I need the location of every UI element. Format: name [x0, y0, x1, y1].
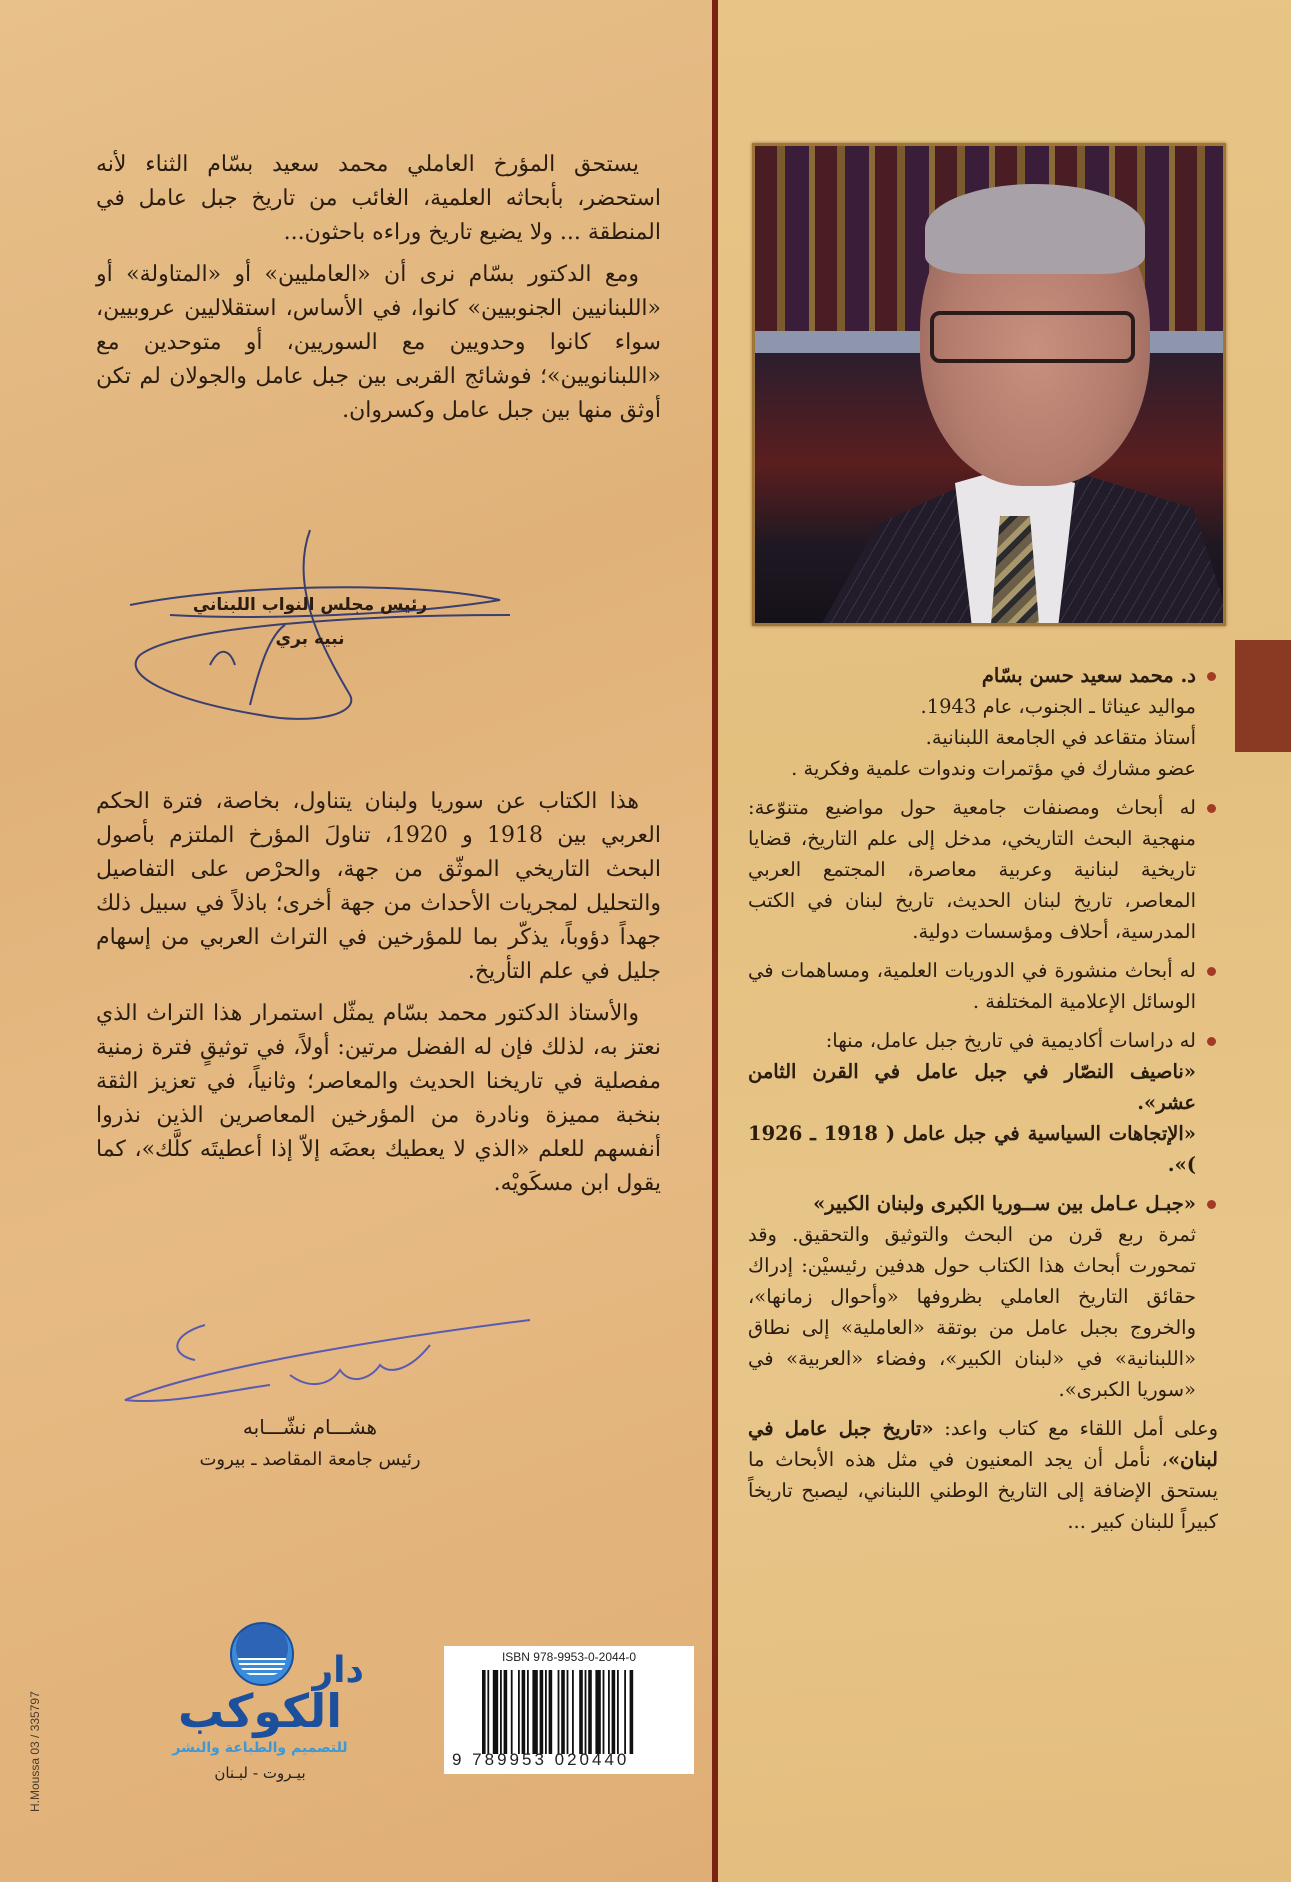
closing-suffix: ، نأمل أن يجد المعنيون في مثل هذه الأبحاث ما يستحق الإضافة إلى التاريخ الوطني اللبناني، ليصبح تاريخاً كبيراً للبنان كبير ... [748, 1448, 1218, 1533]
barcode-bar [585, 1670, 587, 1754]
bio-text: له أبحاث ومصنفات جامعية حول مواضيع متنوّعة: منهجية البحث التاريخي، مدخل إلى علم التاريخ، قضايا تاريخية لبنانية وعربية معاصرة، المجتمع العربي المعاصر، تاريخ لبنان الحديث، تاريخ لبنان في الكتب المدرسية، أحلاف ومؤسسات دولية. [748, 796, 1196, 943]
bio-item-3 [748, 955, 1218, 1017]
signatory-berri-name: نبيه بري [275, 629, 345, 649]
barcode-bar [579, 1670, 583, 1754]
barcode-bar [487, 1670, 489, 1754]
bio-position: أستاذ متقاعد في الجامعة اللبنانية. [925, 726, 1196, 749]
barcode-bar [504, 1670, 508, 1754]
author-bio [748, 660, 1218, 1537]
barcode-bar [511, 1670, 513, 1754]
bio-text: له أبحاث منشورة في الدوريات العلمية، ومساهمات في الوسائل الإعلامية المختلفة . [748, 959, 1196, 1013]
signatory-berri-title: رئيس مجلس النواب اللبناني [192, 595, 428, 615]
barcode-bar [630, 1670, 634, 1754]
publisher-tagline: للتصميم والطباعة والنشر [172, 1740, 348, 1756]
barcode-bar [493, 1670, 498, 1754]
barcode-digits: 9 789953 020440 [452, 1750, 630, 1769]
barcode-bar [558, 1670, 560, 1754]
author-name: د. محمد سعيد حسن بسّام [981, 664, 1196, 687]
bio-text: له دراسات أكاديمية في تاريخ جبل عامل، منها: [825, 1029, 1196, 1052]
bio-item-2 [748, 792, 1218, 947]
barcode-bar [617, 1670, 619, 1754]
barcode-bar [500, 1670, 502, 1754]
barcode-bar [549, 1670, 553, 1754]
bio-membership: عضو مشارك في مؤتمرات وندوات علمية وفكرية . [791, 757, 1196, 780]
signatory-nashabe-title: رئيس جامعة المقاصد ـ بيروت [199, 1449, 421, 1470]
back-cover-right-panel [718, 0, 1291, 1882]
bio-item-5 [748, 1188, 1218, 1405]
barcode-bar [532, 1670, 537, 1754]
bullet-icon [1207, 804, 1216, 813]
barcode-bar [595, 1670, 600, 1754]
barcode-bar [608, 1670, 610, 1754]
barcode-bar [567, 1670, 569, 1754]
signatory-nashabe-name: هشـــام نشّـــابه [242, 1415, 378, 1439]
designer-credit: H.Moussa 03 / 335797 [28, 1691, 42, 1812]
publisher-city: بيـروت - لبـنان [214, 1764, 306, 1782]
globe-icon [230, 1622, 294, 1686]
signatory-berri [160, 595, 460, 649]
barcode-bar [588, 1670, 592, 1754]
bullet-icon [1207, 1200, 1216, 1209]
endorsement-paragraph-2: ومع الدكتور بسّام نرى أن «العامليين» أو «المتاولة» أو «اللبنانيين الجنوبيين» كانوا، في الأساس، استقلاليين عروبيين، سواء كانوا وحدويين مع السوريين، أو متوحدين مع «اللبنانويين»؛ فوشائج القربى بين جبل عامل والجولان لم تكن أوثق منها بين جبل عامل وكسروان. [96, 262, 661, 423]
closing-prefix: وعلى أمل اللقاء مع كتاب واعد: [933, 1417, 1218, 1440]
publisher-logo [148, 1622, 372, 1790]
barcode-bar [482, 1670, 486, 1754]
author-portrait [752, 143, 1226, 626]
portrait-glasses [930, 311, 1135, 363]
barcode-bar [545, 1670, 547, 1754]
signatory-nashabe [120, 1415, 500, 1470]
endorsement-paragraph-1: يستحق المؤرخ العاملي محمد سعيد بسّام الثناء لأنه استحضر، بأبحاثه العلمية، الغائب من تاريخ جبل عامل في المنطقة ... ولا يضيع تاريخ وراءه باحثون... [96, 152, 661, 245]
isbn-barcode [444, 1646, 694, 1774]
barcode-bar [522, 1670, 526, 1754]
isbn-label: ISBN 978-9953-0-2044-0 [501, 1650, 637, 1664]
endorsement-paragraph-3: هذا الكتاب عن سوريا ولبنان يتناول، بخاصة، فترة الحكم العربي بين 1918 و 1920، تناولَ المؤرخ الملتزم بأصول البحث التاريخي الموثّق من جهة، والحرْص على التفاصيل والتحليل لمجريات الأحداث من جهة أخرى؛ باذلاً في سبيل ذلك جهداً دؤوباً، يذكّر بما للمؤرخين في التراث العربي من إسهام جليل في علم التأريخ. [96, 789, 661, 984]
closing-paragraph [748, 1413, 1218, 1537]
bio-birth: مواليد عيناثا ـ الجنوب، عام 1943. [920, 695, 1196, 718]
barcode-bar [518, 1670, 520, 1754]
barcode-bar [527, 1670, 529, 1754]
barcode-bar [561, 1670, 565, 1754]
bio-item-4 [748, 1025, 1218, 1180]
bullet-icon [1207, 1037, 1216, 1046]
publisher-name: الكوكب [177, 1684, 343, 1738]
study-title-1: «ناصيف النصّار في جبل عامل في القرن الثامن عشر». [748, 1060, 1196, 1114]
publisher-name-top: دار [312, 1650, 364, 1691]
barcode-bar [624, 1670, 626, 1754]
barcode-bar [572, 1670, 574, 1754]
upcoming-book-title: «تاريخ جبل عامل في لبنان» [748, 1417, 1218, 1471]
decorative-tab [1235, 640, 1291, 752]
endorsement-text-2 [96, 785, 661, 1209]
study-title-2: «الإتجاهات السياسية في جبل عامل ( 1918 ـ 1926 )». [748, 1122, 1196, 1176]
endorsement-paragraph-4: والأستاذ الدكتور محمد بسّام يمثّل استمرار هذا التراث الذي نعتز به، لذلك فإن له الفضل مرتين: أولاً، في توثيقٍ فترة زمنية مفصلية في تاريخنا الحديث والمعاصر؛ وثانياً، في تعزيز الثقة بنخبة مميزة ونادرة من المؤرخين المعاصرين الذين نذروا أنفسهم للعلم «الذي لا يعطيك بعضَه إلاّ إذا أعطيتَه كلَّك»، كما يقول ابن مسكَويْه. [96, 1001, 661, 1196]
bullet-icon [1207, 672, 1216, 681]
bullet-icon [1207, 967, 1216, 976]
signature-nashabe-icon [110, 1315, 540, 1415]
barcode-bar [612, 1670, 616, 1754]
portrait-hair [925, 184, 1145, 274]
book-description: ثمرة ربع قرن من البحث والتوثيق والتحقيق. وقد تمحورت أبحاث هذا الكتاب حول هدفين رئيسيْن: إدراك حقائق التاريخ العاملي بظروفها «وأحوال زمانها»، والخروج بجبل عامل من بوتقة «العاملية» إلى نطاق «اللبنانية» في «لبنان الكبير»، وفضاء «العربية» في «سوريا الكبرى». [748, 1223, 1196, 1401]
barcode-bars-icon [482, 1670, 678, 1754]
endorsement-text-1 [96, 148, 661, 436]
barcode-bar [540, 1670, 544, 1754]
barcode-bar [603, 1670, 605, 1754]
book-title: «جبـل عـامل بين ســوريا الكبرى ولبنان الكبير» [813, 1192, 1196, 1215]
bio-item-1 [748, 660, 1218, 784]
